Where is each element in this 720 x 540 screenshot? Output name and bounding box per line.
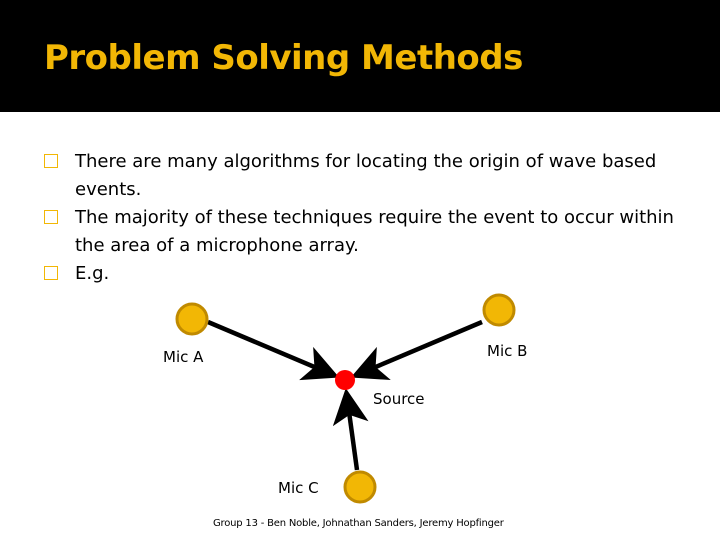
mic-a-node: [177, 304, 207, 334]
mic-c-label: Mic C: [278, 479, 319, 497]
arrow-mic-b-to-source: [359, 322, 482, 374]
slide-footer: Group 13 - Ben Noble, Johnathan Sanders, Jeremy Hopfinger: [213, 518, 504, 529]
bullet-text: The majority of these techniques require the event to occur within the area of a microphone array.: [75, 207, 674, 256]
mic-b-node: [484, 295, 514, 325]
mic-c-node: [345, 472, 375, 502]
slide-title: Problem Solving Methods: [44, 38, 523, 78]
mic-b-label: Mic B: [487, 342, 528, 360]
bullet-text: There are many algorithms for locating the origin of wave based events.: [75, 151, 657, 200]
source-label: Source: [373, 390, 425, 408]
arrow-mic-a-to-source: [208, 322, 331, 374]
arrow-mic-c-to-source: [347, 397, 357, 470]
bullet-text: E.g.: [75, 263, 110, 284]
source-node: [335, 370, 355, 390]
mic-a-label: Mic A: [163, 348, 204, 366]
